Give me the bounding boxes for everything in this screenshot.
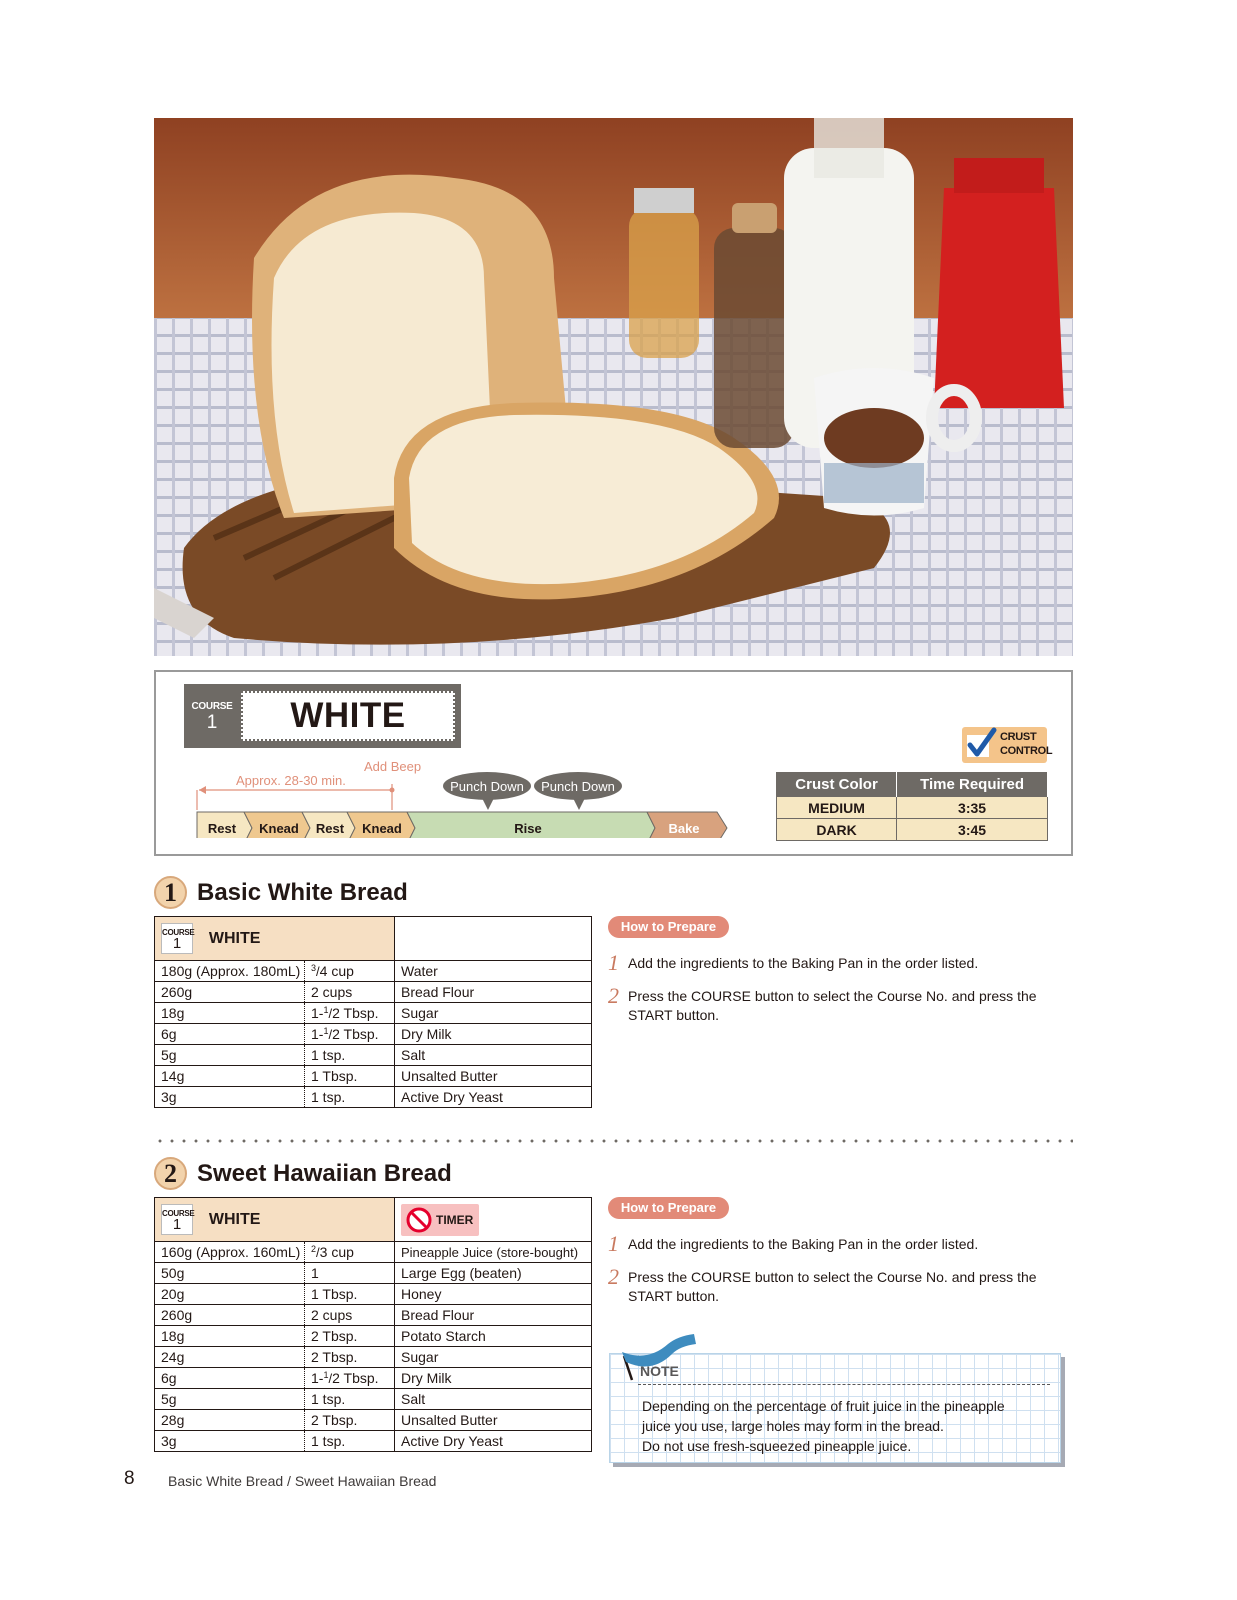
punch-down-label-2: Punch Down (541, 779, 615, 794)
ingredient-name: Honey (395, 1284, 592, 1305)
table-row (155, 1284, 592, 1305)
ingredient-name: Water (395, 961, 592, 982)
recipe2-course-name: WHITE (208, 1210, 261, 1228)
recipe1-course-box (161, 923, 193, 954)
ingredient-measure: 1 Tbsp. (305, 1284, 395, 1305)
recipe1-course-name: WHITE (208, 929, 261, 947)
step-number: 1 (608, 1231, 619, 1256)
ingredient-metric: 5g (155, 1389, 305, 1410)
ingredient-measure: 1 tsp. (305, 1045, 395, 1066)
footer-title: Basic White Bread / Sweet Hawaiian Bread (168, 1473, 437, 1489)
ingredient-measure: 2 Tbsp. (305, 1347, 395, 1368)
page-number: 8 (124, 1468, 135, 1489)
table-row (155, 1368, 592, 1389)
crust-control-badge (962, 727, 1053, 763)
ingredient-measure: 2 Tbsp. (305, 1326, 395, 1347)
step-number: 2 (608, 1264, 619, 1289)
ingredient-name: Bread Flour (395, 982, 592, 1003)
recipe1-title: Basic White Bread (197, 878, 408, 906)
note-line: Depending on the percentage of fruit juice in the pineapple (642, 1398, 1005, 1414)
bread-photo-illustration (154, 118, 1073, 656)
stage-label-rest-1: Rest (207, 821, 237, 836)
table-row (155, 961, 592, 982)
step-number: 2 (608, 983, 619, 1008)
ingredient-metric: 14g (155, 1066, 305, 1087)
stage-label-knead-1: Knead (259, 821, 299, 836)
recipe2-timer-cell (395, 1198, 592, 1242)
ingredient-measure: 1-$^1$/2 Tbsp. (305, 1368, 395, 1389)
recipe1-step-1 (608, 952, 1068, 974)
recipe2-course-header (155, 1198, 395, 1242)
ingredient-metric: 3g (155, 1087, 305, 1108)
recipe2-number: 2 (154, 1157, 187, 1190)
timer-badge (401, 1204, 479, 1236)
recipe2-course-box (161, 1204, 193, 1235)
crust-color-cell: MEDIUM (777, 797, 897, 819)
stage-label-knead-2: Knead (362, 821, 402, 836)
crust-color-header: Crust Color (777, 773, 897, 797)
table-row (155, 982, 592, 1003)
no-timer-icon (406, 1207, 432, 1233)
add-beep-dot (390, 788, 395, 793)
approx-label: Approx. 28-30 min. (236, 773, 346, 788)
ingredient-metric: 160g (Approx. 160mL) (155, 1242, 305, 1263)
ingredient-name: Unsalted Butter (395, 1066, 592, 1087)
ingredient-metric: 260g (155, 1305, 305, 1326)
recipe2-ingredients-table (154, 1197, 592, 1452)
ingredient-name: Dry Milk (395, 1368, 592, 1389)
table-row (155, 1347, 592, 1368)
table-row (155, 1431, 592, 1452)
recipe1-ingredients-table (154, 916, 592, 1108)
ingredient-measure: 1-$^1$/2 Tbsp. (305, 1003, 395, 1024)
ingredient-metric: 3g (155, 1431, 305, 1452)
ingredient-name: Pineapple Juice (store-bought) (395, 1242, 592, 1263)
course-name: WHITE (241, 691, 455, 741)
time-required-header: Time Required (897, 773, 1048, 797)
punch-down-pointer-1 (482, 798, 494, 810)
recipe1-heading (154, 876, 408, 909)
punch-down-pointer-2 (573, 798, 585, 810)
timer-label: TIMER (436, 1212, 474, 1227)
table-row (155, 1003, 592, 1024)
ingredient-metric: 24g (155, 1347, 305, 1368)
ingredient-metric: 18g (155, 1326, 305, 1347)
ingredient-metric: 5g (155, 1045, 305, 1066)
note-line: Do not use fresh-squeezed pineapple juice. (642, 1438, 912, 1454)
recipe1-course-number: 1 (172, 935, 182, 952)
note-flag-icon (608, 1322, 698, 1382)
table-row (155, 1326, 592, 1347)
course-number: 1 (206, 712, 218, 733)
ingredient-measure: 2 Tbsp. (305, 1410, 395, 1431)
ingredient-name: Unsalted Butter (395, 1410, 592, 1431)
section-divider (154, 1139, 1073, 1143)
ingredient-name: Active Dry Yeast (395, 1087, 592, 1108)
table-row (155, 1263, 592, 1284)
table-row (155, 1087, 592, 1108)
table-row (155, 1242, 592, 1263)
bread-photo (154, 118, 1073, 656)
ingredient-name: Dry Milk (395, 1024, 592, 1045)
add-beep-label: Add Beep (364, 759, 422, 774)
ingredient-name: Salt (395, 1045, 592, 1066)
note-line: juice you use, large holes may form in the bread. (642, 1418, 944, 1434)
step-text: Add the ingredients to the Baking Pan in the order listed. (628, 955, 979, 971)
ingredient-metric: 28g (155, 1410, 305, 1431)
table-row (155, 1389, 592, 1410)
table-row (155, 1024, 592, 1045)
stage-label-bake: Bake (668, 821, 700, 836)
ingredient-measure: 1 Tbsp. (305, 1066, 395, 1087)
table-row (155, 1410, 592, 1431)
note-label: NOTE (640, 1363, 679, 1379)
recipe2-course-label: COURSE (162, 1209, 195, 1218)
course-panel (154, 670, 1073, 856)
ingredient-name: Potato Starch (395, 1326, 592, 1347)
recipe2-how-to-prepare-label: How to Prepare (608, 1197, 729, 1219)
time-required-cell: 3:45 (897, 819, 1048, 841)
recipe2-heading (154, 1157, 452, 1190)
ingredient-measure: 2 cups (305, 982, 395, 1003)
ingredient-name: Active Dry Yeast (395, 1431, 592, 1452)
ingredient-measure: 1-$^1$/2 Tbsp. (305, 1024, 395, 1045)
course-badge (184, 684, 461, 748)
recipe1-number: 1 (154, 876, 187, 909)
ingredient-metric: 50g (155, 1263, 305, 1284)
ingredient-measure: $^3$/4 cup (305, 961, 395, 982)
note-divider (638, 1384, 1050, 1385)
ingredient-measure: 1 (305, 1263, 395, 1284)
ingredient-measure: 2 cups (305, 1305, 395, 1326)
crust-control-line1: CRUST (1000, 731, 1037, 743)
recipe1-course-label: COURSE (162, 928, 195, 937)
course-number-box (184, 684, 240, 748)
recipe1-how-to-prepare-label: How to Prepare (608, 916, 729, 938)
recipe2-title: Sweet Hawaiian Bread (197, 1159, 452, 1187)
table-row (155, 1045, 592, 1066)
ingredient-name: Large Egg (beaten) (395, 1263, 592, 1284)
ingredient-metric: 260g (155, 982, 305, 1003)
stage-label-rest-2: Rest (315, 821, 345, 836)
course-label: COURSE (191, 701, 233, 712)
step-text: Press the COURSE button to select the Course No. and press the START button. (628, 988, 1037, 1023)
ingredient-name: Sugar (395, 1347, 592, 1368)
crust-control-line2: CONTROL (1000, 745, 1053, 757)
ingredient-metric: 6g (155, 1368, 305, 1389)
ingredient-metric: 20g (155, 1284, 305, 1305)
step-text: Add the ingredients to the Baking Pan in the order listed. (628, 1236, 979, 1252)
punch-down-label-1: Punch Down (450, 779, 524, 794)
ingredient-measure: 1 tsp. (305, 1389, 395, 1410)
ingredient-measure: $^2$/3 cup (305, 1242, 395, 1263)
checkmark-icon (964, 727, 998, 763)
ingredient-name: Salt (395, 1389, 592, 1410)
table-row (155, 1305, 592, 1326)
ingredient-metric: 180g (Approx. 180mL) (155, 961, 305, 982)
stage-label-rise: Rise (514, 821, 542, 836)
crust-color-cell: DARK (777, 819, 897, 841)
note-text (642, 1396, 1005, 1456)
ingredient-metric: 18g (155, 1003, 305, 1024)
crust-control-label (1000, 730, 1052, 758)
recipe2-step-2 (608, 1266, 1068, 1306)
ingredient-name: Sugar (395, 1003, 592, 1024)
recipe2-course-number: 1 (172, 1216, 182, 1233)
ingredient-measure: 1 tsp. (305, 1431, 395, 1452)
recipe1-header-empty (395, 917, 592, 961)
ingredient-measure: 1 tsp. (305, 1087, 395, 1108)
ingredient-metric: 6g (155, 1024, 305, 1045)
recipe2-step-1 (608, 1233, 1068, 1255)
crust-time-table (776, 772, 1048, 841)
step-number: 1 (608, 950, 619, 975)
step-text: Press the COURSE button to select the Course No. and press the START button. (628, 1269, 1037, 1304)
ingredient-name: Bread Flour (395, 1305, 592, 1326)
process-timeline (192, 758, 732, 838)
time-required-cell: 3:35 (897, 797, 1048, 819)
recipe1-course-header (155, 917, 395, 961)
approx-arrow-icon (199, 786, 206, 794)
recipe1-step-2 (608, 985, 1068, 1025)
table-row (155, 1066, 592, 1087)
